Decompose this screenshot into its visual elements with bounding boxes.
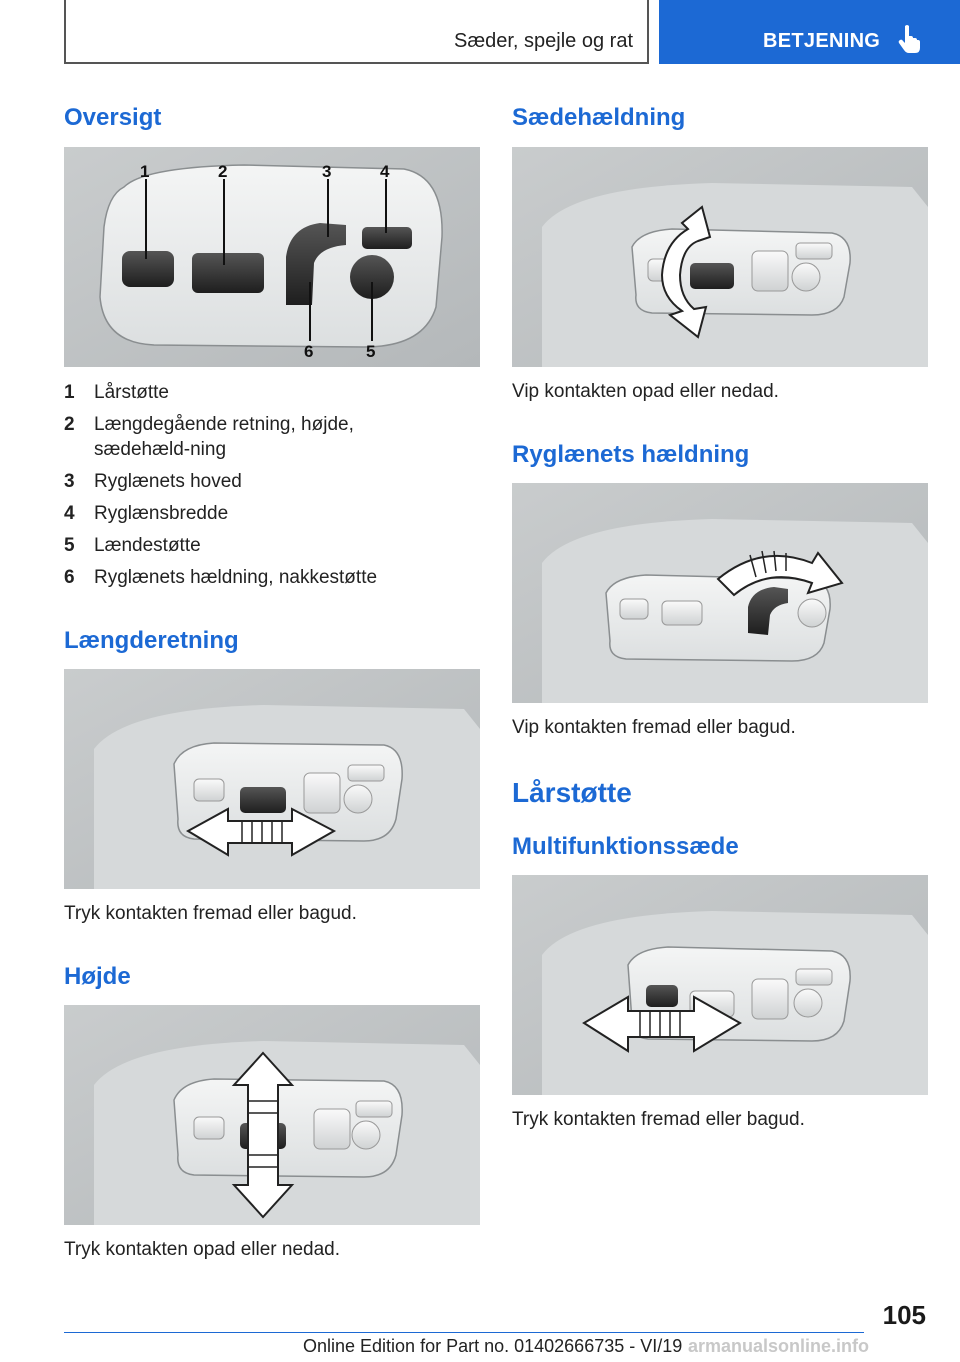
heading-tilt: Sædehældning bbox=[512, 104, 686, 131]
header-section-title: Sæder, spejle og rat bbox=[454, 30, 633, 52]
caption-thigh: Tryk kontakten fremad eller bagud. bbox=[512, 1109, 805, 1130]
heading-backrest: Ryglænets hældning bbox=[512, 441, 750, 468]
figure-overview bbox=[64, 147, 480, 367]
list-item: 5 Lændestøtte bbox=[64, 535, 201, 556]
figure-label: 4 bbox=[380, 162, 390, 181]
list-item: 2 Længdegående retning, højde, sædehæld‐ning bbox=[64, 414, 354, 460]
heading-height: Højde bbox=[64, 963, 131, 990]
heading-thigh: Lårstøtte bbox=[512, 777, 632, 808]
header-chapter-title: BETJENING bbox=[763, 30, 881, 52]
figure-label: 2 bbox=[218, 162, 228, 181]
pointing-hand-icon bbox=[897, 24, 921, 54]
figure-tilt bbox=[512, 147, 928, 367]
list-item: 4 Ryglænsbredde bbox=[64, 503, 229, 524]
figure-label: 6 bbox=[304, 342, 314, 361]
footer-divider bbox=[64, 1332, 864, 1333]
figure-label: 1 bbox=[140, 162, 150, 181]
list-item: 3 Ryglænets hoved bbox=[64, 471, 242, 492]
header-section-box bbox=[64, 0, 649, 64]
figure-height bbox=[64, 1005, 480, 1225]
caption-tilt: Vip kontakten opad eller nedad. bbox=[512, 381, 779, 402]
figure-length bbox=[64, 669, 480, 889]
footer-watermark: armanualsonline.info bbox=[688, 1336, 870, 1356]
page-number: 105 bbox=[882, 1300, 926, 1330]
heading-overview: Oversigt bbox=[64, 104, 162, 131]
figure-backrest bbox=[512, 483, 928, 703]
heading-length: Længderetning bbox=[64, 627, 239, 654]
figure-thigh bbox=[512, 875, 928, 1095]
overview-list bbox=[64, 380, 480, 597]
list-item: 6 Ryglænets hældning, nakkestøtte bbox=[64, 567, 378, 588]
footer-edition: Online Edition for Part no. 01402666735 - VI/19 bbox=[303, 1336, 683, 1356]
header-chapter-tab[interactable] bbox=[659, 0, 960, 64]
list-item: 1 Lårstøtte bbox=[64, 382, 169, 403]
figure-label: 5 bbox=[366, 342, 376, 361]
subheading-multifunction: Multifunktionssæde bbox=[512, 833, 739, 860]
figure-label: 3 bbox=[322, 162, 332, 181]
caption-length: Tryk kontakten fremad eller bagud. bbox=[64, 903, 357, 924]
caption-height: Tryk kontakten opad eller nedad. bbox=[64, 1239, 341, 1260]
caption-backrest: Vip kontakten fremad eller bagud. bbox=[512, 717, 796, 738]
